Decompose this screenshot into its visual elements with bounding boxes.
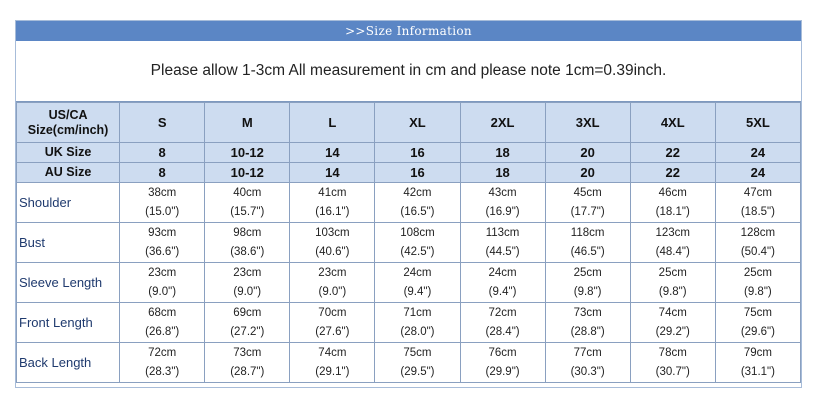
size-value: 3XL — [545, 103, 630, 143]
cm-value: 41cm — [318, 186, 347, 199]
cm-value: 69cm — [233, 306, 262, 319]
cm-value: 113cm — [485, 226, 520, 239]
inch-value: (26.8") — [145, 325, 180, 338]
cm-value: 38cm — [148, 186, 177, 199]
measurement-cell — [290, 343, 375, 383]
measurement-label: Bust — [17, 223, 120, 263]
cm-value: 75cm — [403, 346, 432, 359]
cm-value: 108cm — [400, 226, 435, 239]
inch-value: (29.1") — [315, 365, 350, 378]
measurement-row — [17, 223, 801, 263]
measurement-cell — [715, 303, 800, 343]
cm-value: 123cm — [655, 226, 690, 239]
measurement-cell — [120, 263, 205, 303]
measurement-cell — [205, 263, 290, 303]
cm-value: 25cm — [573, 266, 602, 279]
size-value: M — [205, 103, 290, 143]
size-value: 10-12 — [205, 143, 290, 163]
size-value: 18 — [460, 163, 545, 183]
measurement-cell — [120, 303, 205, 343]
cm-value: 75cm — [743, 306, 772, 319]
inch-value: (36.6") — [145, 245, 180, 258]
measurement-cell — [375, 343, 460, 383]
measurement-cell — [460, 183, 545, 223]
measurement-cell — [630, 223, 715, 263]
cm-value: 23cm — [148, 266, 177, 279]
size-value: 14 — [290, 143, 375, 163]
inch-value: (16.9") — [485, 205, 520, 218]
cm-value: 73cm — [573, 306, 602, 319]
inch-value: (30.7") — [655, 365, 690, 378]
size-info-title: >>Size Information — [16, 21, 801, 41]
measurement-cell — [630, 303, 715, 343]
measurement-cell — [545, 263, 630, 303]
inch-value: (18.5") — [740, 205, 775, 218]
measurement-cell — [460, 303, 545, 343]
cm-value: 72cm — [148, 346, 177, 359]
measurement-cell — [545, 183, 630, 223]
cm-value: 98cm — [233, 226, 262, 239]
inch-value: (42.5") — [400, 245, 435, 258]
cm-value: 24cm — [488, 266, 517, 279]
cm-value: 72cm — [488, 306, 517, 319]
uk-size-row — [17, 143, 801, 163]
measurement-row — [17, 303, 801, 343]
cm-value: 79cm — [743, 346, 772, 359]
cm-value: 128cm — [740, 226, 776, 239]
size-value: 10-12 — [205, 163, 290, 183]
cm-value: 68cm — [148, 306, 177, 319]
size-table — [16, 102, 801, 383]
measurement-cell — [205, 343, 290, 383]
inch-value: (28.8") — [570, 325, 605, 338]
inch-value: (46.5") — [570, 245, 605, 258]
measurement-cell — [630, 343, 715, 383]
measurement-cell — [630, 183, 715, 223]
cm-value: 46cm — [658, 186, 687, 199]
measurement-cell — [460, 263, 545, 303]
measurement-label: Front Length — [17, 303, 120, 343]
measurement-cell — [460, 223, 545, 263]
cm-value: 25cm — [743, 266, 772, 279]
inch-value: (28.4") — [485, 325, 520, 338]
inch-value: (15.7") — [230, 205, 265, 218]
size-value: XL — [375, 103, 460, 143]
size-value: L — [290, 103, 375, 143]
measurement-cell — [375, 303, 460, 343]
cm-value: 73cm — [233, 346, 262, 359]
inch-value: (38.6") — [230, 245, 265, 258]
inch-value: (9.0") — [318, 285, 347, 298]
measurement-cell — [290, 303, 375, 343]
cm-value: 74cm — [318, 346, 347, 359]
inch-value: (27.6") — [315, 325, 350, 338]
measurement-cell — [375, 263, 460, 303]
measurement-cell — [630, 263, 715, 303]
measurement-cell — [290, 263, 375, 303]
measurement-cell — [715, 223, 800, 263]
inch-value: (9.4") — [403, 285, 432, 298]
cm-value: 23cm — [318, 266, 347, 279]
size-value: 14 — [290, 163, 375, 183]
inch-value: (9.8") — [573, 285, 602, 298]
inch-value: (17.7") — [570, 205, 605, 218]
cm-value: 93cm — [148, 226, 177, 239]
row-label: AU Size — [17, 163, 120, 183]
cm-value: 25cm — [658, 266, 687, 279]
inch-value: (29.9") — [485, 365, 520, 378]
inch-value: (40.6") — [315, 245, 350, 258]
cm-value: 71cm — [403, 306, 432, 319]
inch-value: (29.5") — [400, 365, 435, 378]
measurement-row — [17, 183, 801, 223]
inch-value: (44.5") — [485, 245, 520, 258]
measurement-note: Please allow 1-3cm All measurement in cm and please note 1cm=0.39inch. — [16, 41, 801, 102]
measurement-cell — [460, 343, 545, 383]
measurement-cell — [120, 183, 205, 223]
size-value: 5XL — [715, 103, 800, 143]
size-value: S — [120, 103, 205, 143]
cm-value: 47cm — [743, 186, 772, 199]
measurement-cell — [205, 183, 290, 223]
cm-value: 70cm — [318, 306, 347, 319]
inch-value: (48.4") — [655, 245, 690, 258]
inch-value: (9.4") — [488, 285, 517, 298]
size-value: 16 — [375, 143, 460, 163]
measurement-row — [17, 263, 801, 303]
inch-value: (9.8") — [658, 285, 687, 298]
measurement-cell — [205, 303, 290, 343]
size-value: 22 — [630, 143, 715, 163]
measurement-cell — [545, 223, 630, 263]
inch-value: (29.2") — [655, 325, 690, 338]
size-chart — [15, 20, 802, 388]
cm-value: 118cm — [570, 226, 605, 239]
inch-value: (27.2") — [230, 325, 265, 338]
size-value: 8 — [120, 143, 205, 163]
cm-value: 42cm — [403, 186, 432, 199]
measurement-cell — [120, 343, 205, 383]
inch-value: (18.1") — [655, 205, 690, 218]
measurement-cell — [375, 183, 460, 223]
measurement-cell — [290, 183, 375, 223]
cm-value: 76cm — [488, 346, 517, 359]
inch-value: (28.3") — [145, 365, 180, 378]
size-value: 16 — [375, 163, 460, 183]
size-value: 18 — [460, 143, 545, 163]
measurement-cell — [545, 303, 630, 343]
size-value: 20 — [545, 143, 630, 163]
size-value: 24 — [715, 143, 800, 163]
inch-value: (28.7") — [230, 365, 265, 378]
measurement-label: Back Length — [17, 343, 120, 383]
inch-value: (31.1") — [740, 365, 775, 378]
cm-value: 24cm — [403, 266, 432, 279]
inch-value: (9.0") — [233, 285, 262, 298]
measurement-row — [17, 343, 801, 383]
inch-value: (16.1") — [315, 205, 350, 218]
measurement-cell — [545, 343, 630, 383]
cm-value: 78cm — [658, 346, 687, 359]
cm-value: 43cm — [488, 186, 517, 199]
cm-value: 103cm — [315, 226, 350, 239]
measurement-label: Shoulder — [17, 183, 120, 223]
measurement-cell — [375, 223, 460, 263]
size-value: 4XL — [630, 103, 715, 143]
inch-value: (15.0") — [145, 205, 180, 218]
size-value: 22 — [630, 163, 715, 183]
measurement-cell — [715, 343, 800, 383]
size-value: 24 — [715, 163, 800, 183]
size-value: 8 — [120, 163, 205, 183]
measurement-cell — [715, 183, 800, 223]
cm-value: 74cm — [658, 306, 687, 319]
measurement-cell — [120, 223, 205, 263]
cm-value: 77cm — [573, 346, 602, 359]
size-value: 2XL — [460, 103, 545, 143]
au-size-row — [17, 163, 801, 183]
cm-value: 40cm — [233, 186, 262, 199]
measurement-cell — [290, 223, 375, 263]
cm-value: 45cm — [573, 186, 602, 199]
inch-value: (30.3") — [570, 365, 605, 378]
measurement-cell — [205, 223, 290, 263]
inch-value: (29.6") — [740, 325, 775, 338]
inch-value: (9.0") — [148, 285, 177, 298]
inch-value: (9.8") — [744, 285, 772, 298]
row-label: US/CA Size(cm/inch) — [17, 103, 120, 143]
size-value: 20 — [545, 163, 630, 183]
measurement-label: Sleeve Length — [17, 263, 120, 303]
measurement-cell — [715, 263, 800, 303]
inch-value: (16.5") — [400, 205, 435, 218]
inch-value: (28.0") — [400, 325, 435, 338]
inch-value: (50.4") — [740, 245, 775, 258]
us-ca-size-row — [17, 103, 801, 143]
row-label: UK Size — [17, 143, 120, 163]
cm-value: 23cm — [233, 266, 262, 279]
